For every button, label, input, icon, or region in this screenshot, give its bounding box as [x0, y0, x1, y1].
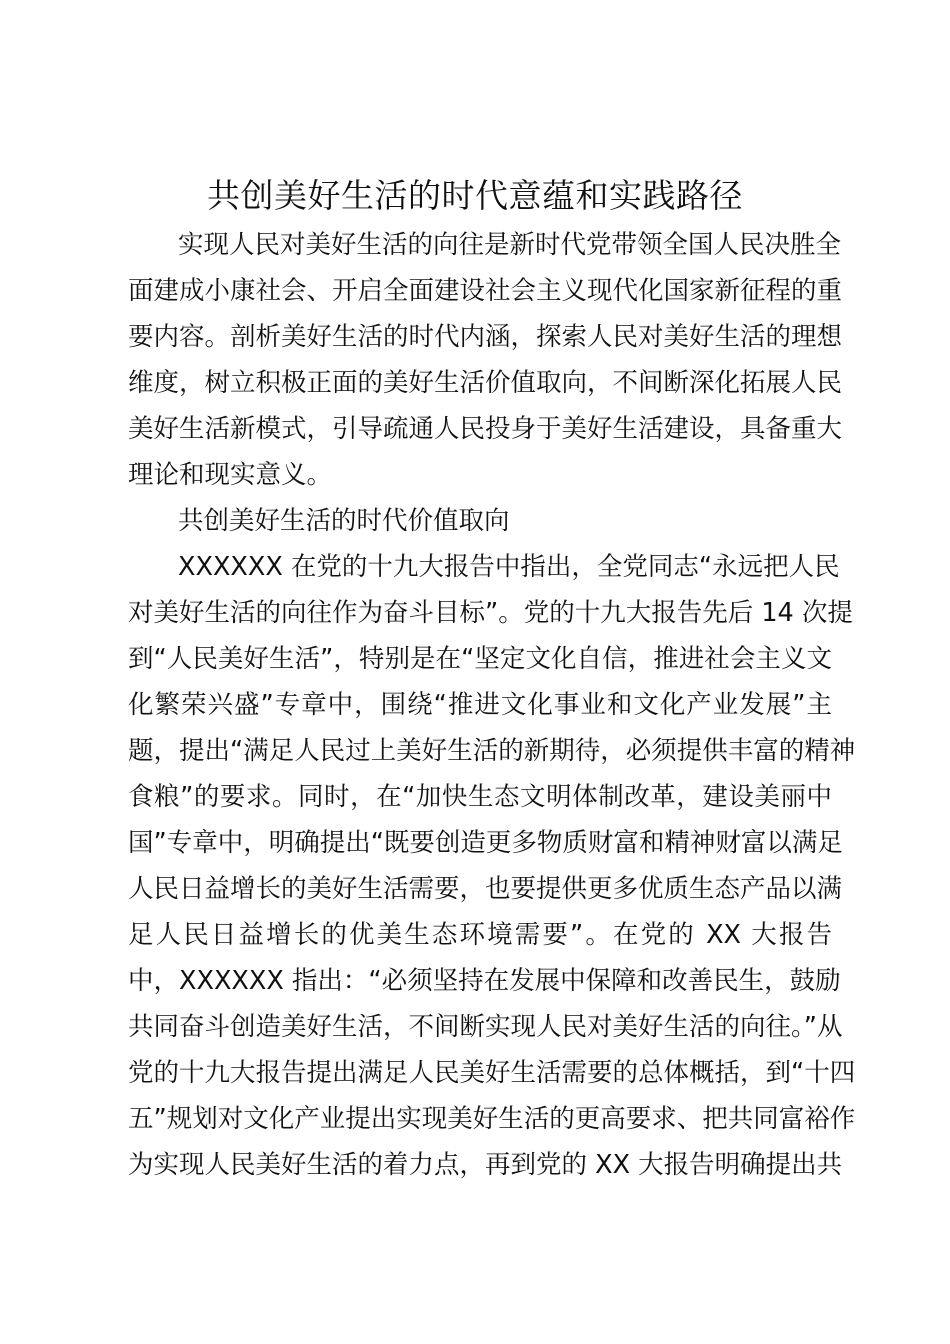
paragraph-line: 维度，树立积极正面的美好生活价值取向，不间断深化拓展人民 — [128, 368, 843, 398]
paragraph-value-orientation — [128, 544, 856, 1188]
paragraph-line: 对美好生活的向往作为奋斗目标”。党的十九大报告先后 14 次提 — [128, 598, 853, 628]
paragraph-line: 美好生活新模式，引导疏通人民投身于美好生活建设，具备重大 — [128, 414, 843, 444]
paragraph-line: 中，XXXXXX 指出：“必须坚持在发展中保障和改善民生，鼓励 — [128, 966, 841, 996]
paragraph-line: 五”规划对文化产业提出实现美好生活的更高要求、把共同富裕作 — [128, 1104, 856, 1134]
paragraph-line: 理论和现实意义。 — [128, 460, 333, 490]
paragraph-line: 实现人民对美好生活的向往是新时代党带领全国人民决胜全 — [178, 230, 842, 260]
paragraph-line: 化繁荣兴盛”专章中，围绕“推进文化事业和文化产业发展”主 — [128, 690, 832, 720]
paragraph-line: 足人民日益增长的优美生态环境需要”。在党的 XX 大报告 — [128, 920, 832, 950]
paragraph-line: 题，提出“满足人民过上美好生活的新期待，必须提供丰富的精神 — [128, 736, 856, 766]
paragraph-line: 要内容。剖析美好生活的时代内涵，探索人民对美好生活的理想 — [128, 322, 843, 352]
paragraph-line: XXXXXX 在党的十九大报告中指出，全党同志“永远把人民 — [178, 552, 840, 582]
paragraph-intro — [128, 222, 843, 498]
paragraph-line: 食粮”的要求。同时，在“加快生态文明体制改革，建设美丽中 — [128, 782, 832, 812]
document-title: 共创美好生活的时代意蕴和实践路径 — [207, 176, 743, 215]
paragraph-line: 到“人民美好生活”，特别是在“坚定文化自信，推进社会主义文 — [128, 644, 832, 674]
paragraph-line: 人民日益增长的美好生活需要，也要提供更多优质生态产品以满 — [128, 874, 843, 904]
section-heading: 共创美好生活的时代价值取向 — [178, 506, 510, 536]
paragraph-line: 党的十九大报告提出满足人民美好生活需要的总体概括，到“十四 — [128, 1058, 856, 1088]
paragraph-line: 共同奋斗创造美好生活，不间断实现人民对美好生活的向往。”从 — [128, 1012, 843, 1042]
paragraph-line: 为实现人民美好生活的着力点，再到党的 XX 大报告明确提出共 — [128, 1150, 843, 1180]
paragraph-line: 面建成小康社会、开启全面建设社会主义现代化国家新征程的重 — [128, 276, 843, 306]
paragraph-line: 国”专章中，明确提出“既要创造更多物质财富和精神财富以满足 — [128, 828, 843, 858]
document-body — [128, 222, 856, 1188]
